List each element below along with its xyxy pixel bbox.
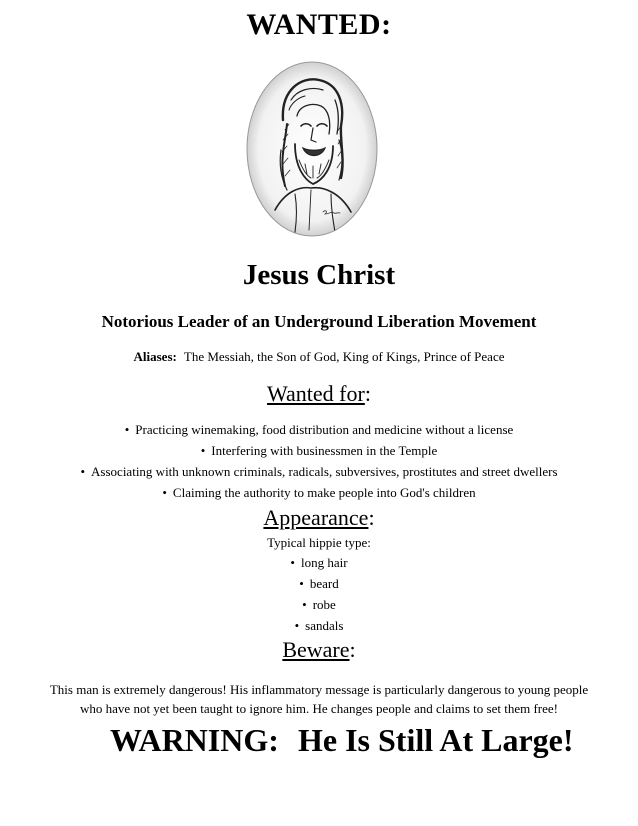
poster-title: WANTED: (246, 8, 392, 41)
portrait-sketch-icon (245, 60, 379, 238)
wanted-for-heading (0, 381, 638, 407)
list-item: • long hair (290, 555, 348, 570)
beware-heading (0, 637, 638, 663)
list-item: • beard (299, 576, 339, 591)
list-item: • Associating with unknown criminals, radicals, subversives, prostitutes and street dwellers (80, 464, 558, 479)
list-item: • Interfering with businessmen in the Temple (200, 443, 438, 458)
list-item: • robe (302, 597, 336, 612)
bullet-icon: • (80, 464, 86, 479)
wanted-for-list (0, 419, 638, 503)
list-item: • Practicing winemaking, food distribution and medicine without a license (124, 422, 514, 437)
wanted-for-heading-text: Wanted for (267, 381, 365, 406)
bullet-icon: • (302, 597, 307, 612)
beware-paragraph: This man is extremely dangerous! His inflammatory message is particularly dangerous to young people who have not yet been taught to ignore him. He changes people and claims to set them free! (49, 682, 589, 716)
list-item: • sandals (294, 618, 344, 633)
list-item: • Claiming the authority to make people into God's children (162, 485, 476, 500)
bullet-icon: • (162, 485, 167, 500)
warning-banner (0, 722, 638, 766)
subject-subtitle: Notorious Leader of an Underground Liberation Movement (101, 312, 537, 331)
beware-heading-text: Beware (282, 637, 350, 662)
aliases-label: Aliases: (133, 349, 177, 364)
appearance-heading-suffix: : (368, 505, 375, 530)
bullet-icon: • (299, 576, 304, 591)
appearance-intro: Typical hippie type: (267, 535, 371, 550)
aliases-line (0, 349, 638, 365)
bullet-icon: • (290, 555, 295, 570)
bullet-icon: • (200, 443, 206, 458)
bullet-icon: • (294, 618, 300, 633)
beware-heading-suffix: : (349, 637, 356, 662)
appearance-list (0, 552, 638, 636)
wanted-for-heading-suffix: : (364, 381, 371, 406)
bullet-icon: • (124, 422, 130, 437)
subject-name: Jesus Christ (242, 259, 396, 291)
warning-message: He Is Still At Large! (298, 722, 574, 758)
appearance-heading-text: Appearance (263, 505, 369, 530)
aliases-value: The Messiah, the Son of God, King of Kings, Prince of Peace (183, 349, 505, 364)
warning-label: WARNING: (110, 722, 279, 758)
appearance-heading (0, 505, 638, 531)
